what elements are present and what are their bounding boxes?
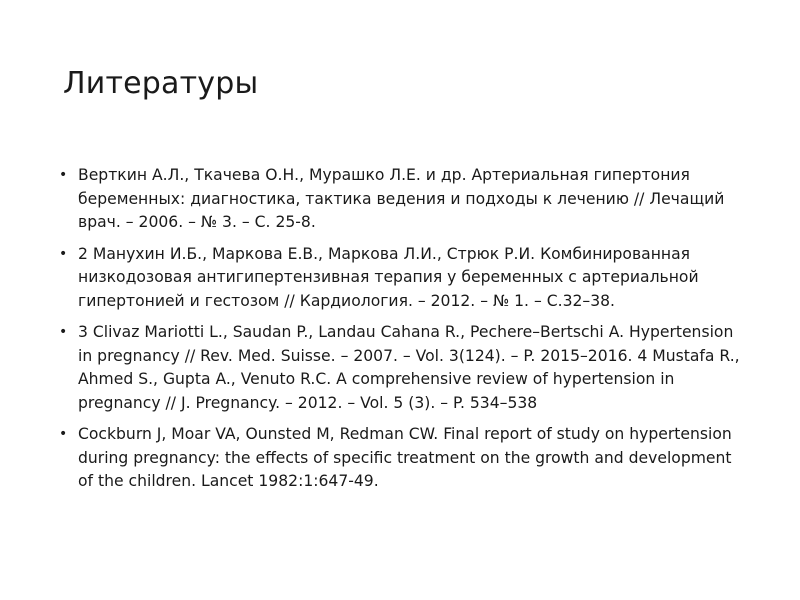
reference-item [59, 423, 749, 494]
reference-text: Cockburn J, Moar VA, Ounsted M, Redman CW. Final report of study on hypertension during pregnancy: the effects of specific treatment on the growth and development of the children. Lancet 1982:1:647-49. [78, 425, 732, 490]
reference-text: 2 Манухин И.Б., Маркова Е.В., Маркова Л.И., Стрюк Р.И. Комбинированная низкодозовая антигипертензивная терапия у беременных с артериальной гипертонией и гестозом // Кардиология. – 2012. – № 1. – С.32–38. [78, 244, 699, 310]
slide-title: Литературы [63, 66, 259, 101]
bullet-icon: • [59, 324, 68, 340]
reference-item [59, 243, 749, 314]
reference-text: 3 Clivaz Mariotti L., Saudan P., Landau Cahana R., Pechere–Bertschi A. Hypertension in pregnancy // Rev. Med. Suisse. – 2007. – Vol. 3(124). – P. 2015–2016. 4 Mustafa R., Ahmed S., Gupta A., Venuto R.C. A comprehensive review of hypertension in pregnancy // J. Pregnancy. – 2012. – Vol. 5 (3). – P. 534–538 [78, 323, 740, 412]
bullet-icon: • [59, 426, 68, 442]
bullet-icon: • [59, 167, 68, 183]
reference-text: Верткин А.Л., Ткачева О.Н., Мурашко Л.Е. и др. Артериальная гипертония беременных: диагностика, тактика ведения и подходы к лечению // Лечащий врач. – 2006. – № 3. – С. 25-8. [78, 166, 725, 231]
reference-item [59, 164, 749, 235]
reference-item [59, 321, 749, 415]
bullet-icon: • [59, 245, 68, 262]
reference-list [59, 164, 749, 502]
